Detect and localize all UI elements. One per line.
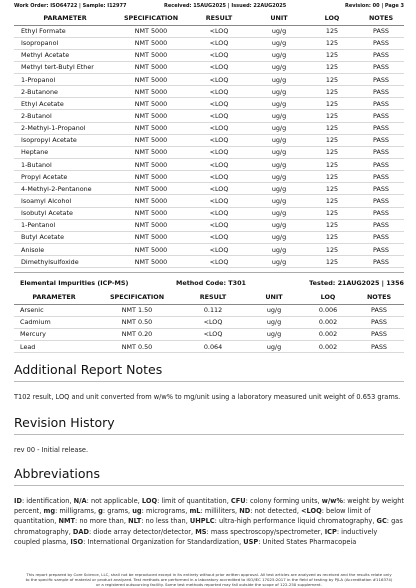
residual-solvents-table [14, 12, 404, 268]
table-cell: ug/g [252, 171, 306, 183]
table-cell: PASS [358, 219, 404, 231]
table-cell: 125 [306, 159, 358, 171]
abbreviation-term: mg [43, 507, 56, 516]
table-cell: PASS [358, 134, 404, 146]
table-cell: NMT 5000 [116, 219, 186, 231]
parameter-cell: Isoamyl Alcohol [14, 195, 116, 207]
table-cell: 125 [306, 98, 358, 110]
table-cell: PASS [358, 231, 404, 243]
abbreviation-definition: micrograms [145, 507, 186, 516]
table-cell: PASS [358, 159, 404, 171]
report-footer [14, 572, 404, 587]
table-row [14, 98, 404, 110]
table-cell: NMT 5000 [116, 134, 186, 146]
table-cell: PASS [358, 86, 404, 98]
table-row [14, 122, 404, 134]
received-issued-label: Received: 15AUG2025 | Issued: 22AUG2025 [164, 3, 287, 9]
table-cell: ug/g [252, 183, 306, 195]
table-cell: PASS [358, 110, 404, 122]
parameter-cell: Cadmium [14, 316, 94, 328]
table-cell: ug/g [246, 328, 302, 340]
elemental-section-title: Elemental Impurities (ICP-MS) [20, 279, 129, 287]
abbreviation-definition: below limit of quantitation [14, 507, 371, 526]
table-cell: PASS [358, 195, 404, 207]
table-row [14, 256, 404, 268]
table-cell: PASS [358, 183, 404, 195]
parameter-cell: Ethyl Acetate [14, 98, 116, 110]
table-cell: <LOQ [186, 171, 252, 183]
table-cell: 125 [306, 25, 358, 37]
parameter-cell: Anisole [14, 244, 116, 256]
table-cell: 125 [306, 231, 358, 243]
parameter-cell: 1-Butanol [14, 159, 116, 171]
abbreviation-definition: mass spectroscopy/spectrometer [210, 527, 321, 536]
abbreviation-definition: milligrams [59, 507, 94, 516]
elemental-section-header [14, 273, 404, 291]
table-cell: NMT 5000 [116, 110, 186, 122]
table-cell: 125 [306, 207, 358, 219]
table-cell: 125 [306, 183, 358, 195]
table-cell: ug/g [252, 159, 306, 171]
table-row [14, 86, 404, 98]
table-cell: 0.002 [302, 341, 354, 353]
table-cell: NMT 5000 [116, 98, 186, 110]
table-cell: 0.002 [302, 316, 354, 328]
table-cell: 0.002 [302, 328, 354, 340]
table-header-row [14, 291, 404, 304]
table-cell: NMT 5000 [116, 231, 186, 243]
table-cell: <LOQ [186, 61, 252, 73]
table-cell: NMT 5000 [116, 49, 186, 61]
table-cell: NMT 5000 [116, 207, 186, 219]
table-cell: ug/g [252, 25, 306, 37]
abbreviation-term: DAD [72, 527, 89, 536]
table-cell: NMT 5000 [116, 171, 186, 183]
abbreviation-term: ISO [70, 537, 84, 546]
table-cell: 125 [306, 61, 358, 73]
parameter-cell: Isopropanol [14, 37, 116, 49]
table-cell: 0.112 [180, 304, 246, 316]
table-row [14, 74, 404, 86]
table-cell: 125 [306, 74, 358, 86]
column-header: LOQ [302, 291, 354, 304]
column-header: SPECIFICATION [116, 12, 186, 25]
footer-line: to the specific sample of material or product analyzed. Test methods are performed in a laboratory accredited to ISO/IEC 17025:2017 in the field of testing by PJLA (Accreditation #116374) [25, 577, 393, 582]
abbreviation-definition: milliliters [204, 507, 236, 516]
table-cell: ug/g [252, 207, 306, 219]
table-cell: 125 [306, 146, 358, 158]
table-row [14, 134, 404, 146]
table-cell: ug/g [252, 244, 306, 256]
table-cell: PASS [358, 25, 404, 37]
table-cell: NMT 1.50 [94, 304, 180, 316]
parameter-cell: 4-Methyl-2-Pentanone [14, 183, 116, 195]
abbreviation-definition: weight by weight percent [14, 497, 405, 516]
table-cell: PASS [358, 256, 404, 268]
table-cell: NMT 5000 [116, 86, 186, 98]
table-cell: NMT 5000 [116, 159, 186, 171]
abbreviation-term: ug [132, 507, 142, 516]
table-cell: 125 [306, 49, 358, 61]
table-cell: 125 [306, 244, 358, 256]
abbreviation-definition: no less than [145, 517, 186, 526]
table-cell: PASS [358, 146, 404, 158]
table-cell: ug/g [252, 49, 306, 61]
notes-text: T102 result, LOQ and unit converted from w/w% to mg/unit using a laboratory measured unit weight of 0.653 grams. [14, 393, 401, 401]
parameter-cell: Lead [14, 341, 94, 353]
table-cell: ug/g [252, 61, 306, 73]
table-cell: <LOQ [186, 74, 252, 86]
table-cell: PASS [358, 98, 404, 110]
table-cell: 125 [306, 122, 358, 134]
table-cell: PASS [354, 316, 404, 328]
table-cell: NMT 5000 [116, 244, 186, 256]
table-cell: PASS [354, 341, 404, 353]
parameter-cell: Methyl tert-Butyl Ether [14, 61, 116, 73]
table-cell: NMT 5000 [116, 183, 186, 195]
table-cell: NMT 0.50 [94, 316, 180, 328]
tested-date-label: Tested: 21AUG2025 | 1356 [309, 279, 404, 287]
table-cell: NMT 5000 [116, 37, 186, 49]
table-cell: <LOQ [186, 256, 252, 268]
table-cell: <LOQ [186, 244, 252, 256]
table-cell: NMT 0.20 [94, 328, 180, 340]
table-cell: NMT 5000 [116, 146, 186, 158]
table-cell: <LOQ [180, 328, 246, 340]
table-cell: NMT 5000 [116, 74, 186, 86]
abbreviation-definition: International Organization for Standardization [87, 537, 240, 546]
table-cell: ug/g [252, 98, 306, 110]
parameter-cell: Methyl Acetate [14, 49, 116, 61]
column-header: PARAMETER [14, 291, 94, 304]
abbreviation-definition: not detected [254, 507, 297, 516]
table-cell: <LOQ [186, 25, 252, 37]
table-cell: 125 [306, 171, 358, 183]
abbreviations-list: ID: identification, N/A: not applicable, LOQ: limit of quantitation, CFU: colony forming units, w/w%: weight by weight percent, mg: milligrams, g: grams, ug: micrograms, mL: milliliters, ND: not detected, <LOQ: below limit of quantitation, NMT: no more than, NLT: no less than, UHPLC: ultra-high performance liquid chromatography, GC: gas chromatography, DAD: diode array detector/detector, MS: mass spectroscopy/spectrometer, ICP: inductively coupled plasma, ISO: International Organization for Standardization, USP: United States Pharmacopeia [14, 497, 405, 546]
abbreviation-term: ID [14, 497, 22, 505]
elemental-impurities-body [14, 304, 404, 353]
table-row [14, 25, 404, 37]
table-row [14, 183, 404, 195]
parameter-cell: Isopropyl Acetate [14, 134, 116, 146]
revision-history-text: rev 00 - Initial release. [14, 446, 89, 454]
abbreviation-term: NLT [128, 517, 142, 526]
abbreviation-term: USP [243, 537, 259, 546]
table-cell: ug/g [246, 341, 302, 353]
parameter-cell: Arsenic [14, 304, 94, 316]
parameter-cell: Butyl Acetate [14, 231, 116, 243]
parameter-cell: Propyl Acetate [14, 171, 116, 183]
table-cell: <LOQ [186, 195, 252, 207]
abbreviation-term: ND [239, 507, 251, 516]
table-cell: PASS [358, 74, 404, 86]
table-cell: PASS [358, 122, 404, 134]
residual-solvents-body [14, 25, 404, 268]
table-cell: ug/g [252, 195, 306, 207]
table-cell: ug/g [246, 316, 302, 328]
table-row [14, 328, 404, 340]
table-cell: ug/g [252, 110, 306, 122]
column-header: RESULT [180, 291, 246, 304]
table-cell: ug/g [252, 37, 306, 49]
work-order-label: Work Order: ISO64722 | Sample: I12977 [14, 3, 127, 9]
table-row [14, 341, 404, 353]
table-cell: 125 [306, 219, 358, 231]
table-cell: 125 [306, 86, 358, 98]
abbreviation-term: GC [376, 517, 387, 526]
table-cell: <LOQ [186, 49, 252, 61]
table-row [14, 195, 404, 207]
table-cell: ug/g [252, 122, 306, 134]
table-row [14, 304, 404, 316]
table-cell: 125 [306, 134, 358, 146]
table-cell: <LOQ [186, 231, 252, 243]
table-row [14, 49, 404, 61]
abbreviation-definition: identification [26, 497, 70, 505]
table-cell: ug/g [252, 219, 306, 231]
table-cell: NMT 5000 [116, 256, 186, 268]
parameter-cell: 2-Butanol [14, 110, 116, 122]
abbreviation-term: w/w% [321, 497, 343, 505]
table-row [14, 316, 404, 328]
parameter-cell: 1-Propanol [14, 74, 116, 86]
table-cell: NMT 5000 [116, 61, 186, 73]
column-header: LOQ [306, 12, 358, 25]
abbreviation-definition: gas chromatography [14, 517, 403, 536]
abbreviation-term: N/A [73, 497, 87, 505]
abbreviation-term: ICP [324, 527, 337, 536]
table-cell: NMT 5000 [116, 195, 186, 207]
table-row [14, 171, 404, 183]
table-cell: <LOQ [186, 122, 252, 134]
column-header: PARAMETER [14, 12, 116, 25]
table-cell: PASS [358, 244, 404, 256]
table-cell: PASS [354, 304, 404, 316]
column-header: UNIT [246, 291, 302, 304]
table-row [14, 231, 404, 243]
table-row [14, 110, 404, 122]
abbreviation-term: <LOQ [301, 507, 322, 516]
abbreviation-term: mL [189, 507, 201, 516]
table-cell: PASS [358, 37, 404, 49]
table-cell: ug/g [252, 134, 306, 146]
table-cell: ug/g [252, 256, 306, 268]
abbreviation-definition: grams [107, 507, 128, 516]
column-header: NOTES [358, 12, 404, 25]
table-cell: <LOQ [186, 134, 252, 146]
abbreviation-definition: inductively coupled plasma [14, 527, 378, 546]
table-row [14, 159, 404, 171]
table-cell: <LOQ [186, 183, 252, 195]
table-cell: <LOQ [180, 316, 246, 328]
table-row [14, 146, 404, 158]
abbreviation-term: LOQ [141, 497, 158, 505]
abbreviation-term: CFU [230, 497, 246, 505]
table-cell: 0.064 [180, 341, 246, 353]
method-code-label: Method Code: T301 [176, 279, 246, 287]
abbreviation-definition: United States Pharmacopeia [262, 537, 357, 546]
table-cell: PASS [358, 49, 404, 61]
column-header: RESULT [186, 12, 252, 25]
revision-history-heading: Revision History [14, 415, 404, 435]
abbreviation-definition: no more than [79, 517, 124, 526]
abbreviation-term: UHPLC [189, 517, 215, 526]
table-cell: NMT 5000 [116, 122, 186, 134]
elemental-impurities-section [14, 272, 404, 353]
column-header: NOTES [354, 291, 404, 304]
notes-heading: Additional Report Notes [14, 362, 404, 382]
footer-line: or a registered outsourcing facility. Some test methods reported may fall outside the scope of 122-250 supplement. [96, 582, 322, 587]
footer-line: This report prepared by Core Science, LLC, shall not be reproduced except in its entirety without prior written approval. All test articles are analyzed as received and the results relate only [26, 572, 392, 577]
parameter-cell: 2-Methyl-1-Propanol [14, 122, 116, 134]
table-cell: ug/g [246, 304, 302, 316]
parameter-cell: Dimethylsulfoxide [14, 256, 116, 268]
table-cell: PASS [358, 61, 404, 73]
parameter-cell: Heptane [14, 146, 116, 158]
elemental-impurities-table [14, 291, 404, 353]
table-cell: 125 [306, 110, 358, 122]
parameter-cell: 1-Pentanol [14, 219, 116, 231]
parameter-cell: Isobutyl Acetate [14, 207, 116, 219]
table-header-row [14, 12, 404, 25]
table-cell: PASS [358, 171, 404, 183]
table-cell: NMT 0.50 [94, 341, 180, 353]
table-cell: <LOQ [186, 110, 252, 122]
table-cell: NMT 5000 [116, 25, 186, 37]
parameter-cell: Ethyl Formate [14, 25, 116, 37]
table-cell: <LOQ [186, 37, 252, 49]
table-row [14, 61, 404, 73]
table-row [14, 37, 404, 49]
column-header: UNIT [252, 12, 306, 25]
abbreviations-heading: Abbreviations [14, 466, 404, 486]
parameter-cell: 2-Butanone [14, 86, 116, 98]
table-cell: <LOQ [186, 86, 252, 98]
abbreviation-term: g [98, 507, 103, 516]
revision-page-label: Revision: 00 | Page 3 [345, 3, 404, 9]
table-cell: <LOQ [186, 207, 252, 219]
table-cell: ug/g [252, 146, 306, 158]
abbreviation-term: MS [195, 527, 207, 536]
table-cell: <LOQ [186, 146, 252, 158]
abbreviation-term: NMT [58, 517, 76, 526]
table-cell: PASS [358, 207, 404, 219]
table-cell: 125 [306, 256, 358, 268]
table-row [14, 244, 404, 256]
abbreviation-definition: diode array detector/detector [93, 527, 191, 536]
table-cell: PASS [354, 328, 404, 340]
abbreviation-definition: ultra-high performance liquid chromatography [218, 517, 373, 526]
table-cell: 125 [306, 195, 358, 207]
table-cell: <LOQ [186, 98, 252, 110]
parameter-cell: Mercury [14, 328, 94, 340]
table-cell: <LOQ [186, 219, 252, 231]
table-cell: ug/g [252, 86, 306, 98]
table-row [14, 219, 404, 231]
abbreviation-definition: not applicable [90, 497, 138, 505]
abbreviation-definition: colony forming units [249, 497, 318, 505]
table-cell: 0.006 [302, 304, 354, 316]
table-cell: ug/g [252, 231, 306, 243]
table-cell: ug/g [252, 74, 306, 86]
table-cell: <LOQ [186, 159, 252, 171]
column-header: SPECIFICATION [94, 291, 180, 304]
table-row [14, 207, 404, 219]
abbreviation-definition: limit of quantitation [161, 497, 227, 505]
table-cell: 125 [306, 37, 358, 49]
